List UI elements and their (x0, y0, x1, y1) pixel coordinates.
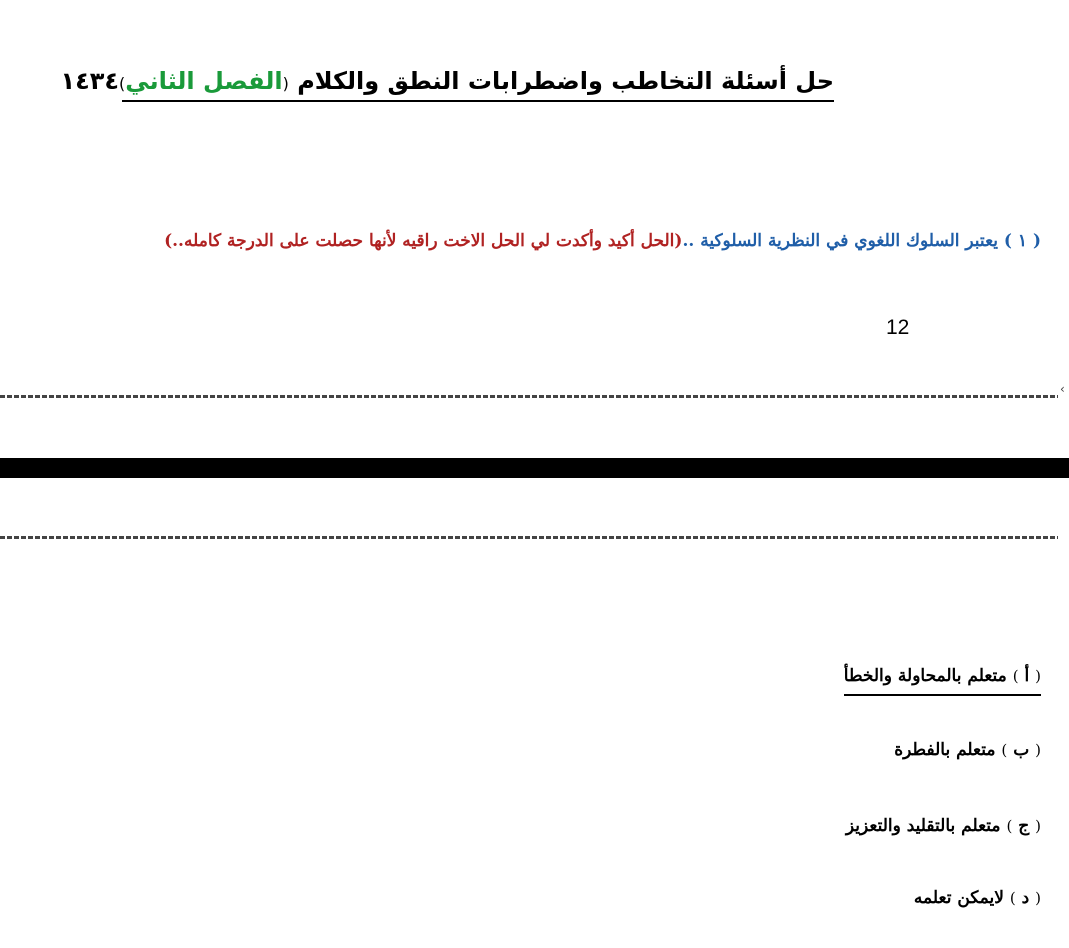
page-title (60, 62, 834, 102)
option-b: ( ب ) متعلم بالفطرة (894, 740, 1041, 760)
title-main: حل أسئلة التخاطب واضطرابات النطق والكلام (297, 67, 834, 95)
question-note: (الحل أكيد وأكدت لي الحل الاخت راقيه لأنها حصلت على الدرجة كامله..) (164, 231, 683, 251)
option-text: متعلم بالفطرة (894, 740, 996, 760)
page-number: 12 (886, 316, 910, 339)
option-a: ( أ ) متعلم بالمحاولة والخطأ (844, 662, 1041, 696)
option-letter: ب (1013, 740, 1030, 760)
divider-end-mark: ‹ (1060, 382, 1065, 396)
question-text: يعتبر السلوك اللغوي في النظرية السلوكية .. (682, 231, 998, 251)
option-letter: ج (1018, 816, 1030, 836)
option-c: ( ج ) متعلم بالتقليد والتعزيز (845, 816, 1041, 836)
title-semester: الفصل الثاني (125, 67, 283, 95)
question-open-paren: ( (1032, 231, 1041, 251)
option-letter: أ (1024, 666, 1030, 686)
title-open-paren: ( (282, 74, 289, 93)
title-year: ١٤٣٤ (60, 67, 120, 95)
option-text: لايمكن تعلمه (913, 888, 1004, 908)
question-number: ١ (1017, 231, 1028, 251)
option-text: متعلم بالتقليد والتعزيز (845, 816, 1001, 836)
question-close-paren: ) (1003, 231, 1012, 251)
option-text: متعلم بالمحاولة والخطأ (843, 666, 1007, 686)
dashed-divider-bottom (0, 536, 1058, 539)
option-d: ( د ) لايمكن تعلمه (913, 888, 1041, 908)
black-separator-band (0, 458, 1069, 478)
dashed-divider-top (0, 395, 1058, 398)
title-close-paren: ) (119, 74, 126, 93)
question-line (11, 226, 1041, 256)
option-letter: د (1021, 888, 1030, 908)
